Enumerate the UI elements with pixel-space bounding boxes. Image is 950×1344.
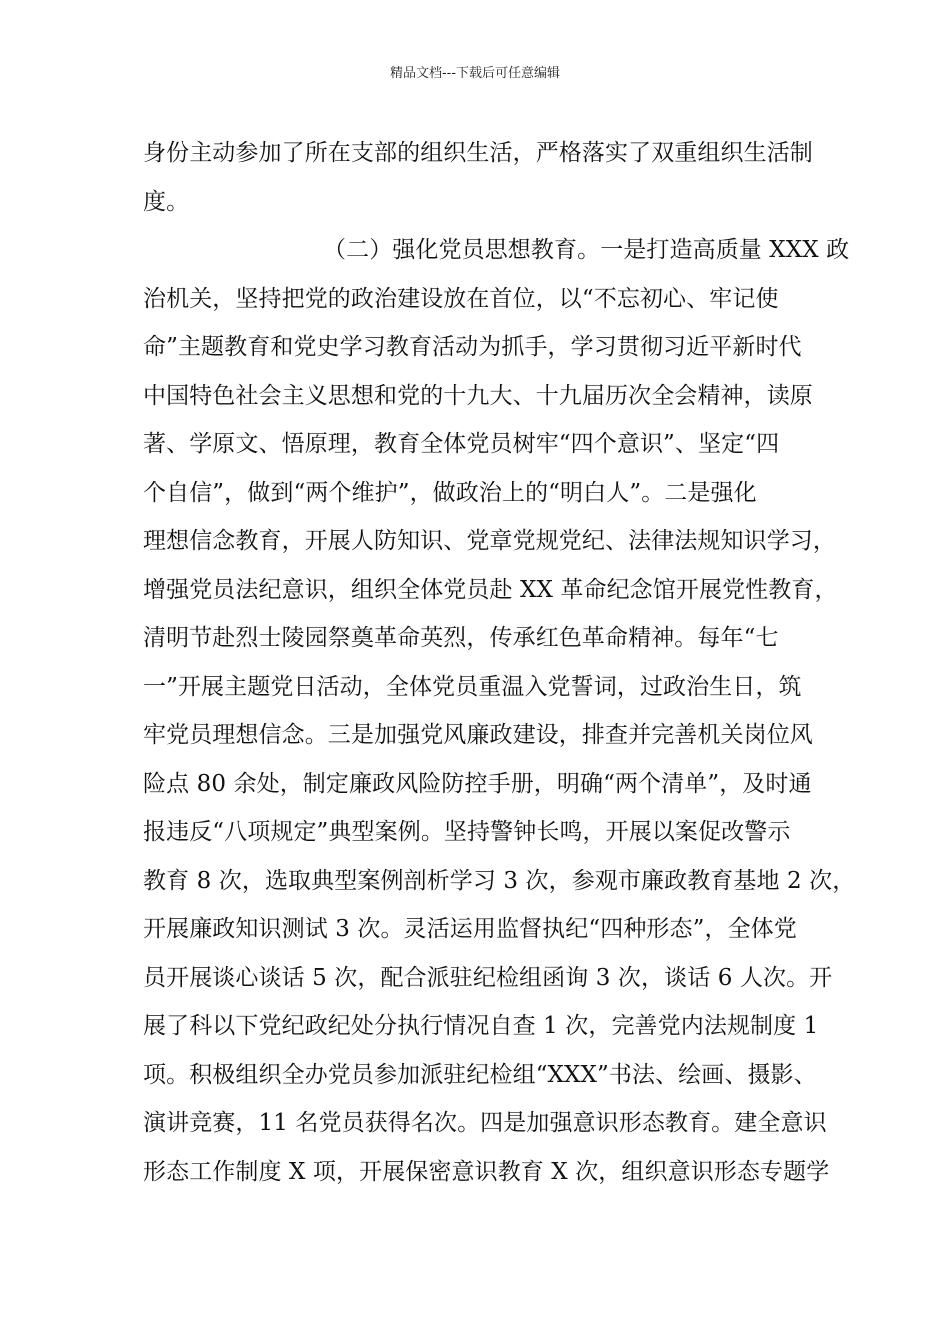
text-line: 展了科以下党纪政纪处分执行情况自查 1 次，完善党内法规制度 1 — [143, 1013, 819, 1039]
page-header: 精品文档---下载后可任意编辑 — [389, 66, 561, 81]
text-line: 教育 8 次，选取典型案例剖析学习 3 次，参观市廉政教育基地 2 次， — [143, 867, 856, 894]
text-line: 理想信念教育，开展人防知识、党章党规党纪、法律法规知识学习， — [143, 528, 836, 554]
text-line: 报违反“八项规定”典型案例。坚持警钟长鸣，开展以案促改警示 — [143, 819, 791, 845]
text-line: 度。 — [143, 188, 190, 215]
text-line: 开展廉政知识测试 3 次。灵活运用监督执纪“四种形态”，全体党 — [143, 916, 797, 942]
text-line: 著、学原文、悟原理，教育全体党员树牢“四个意识”、坚定“四 — [143, 431, 780, 457]
text-line: 个自信”，做到“两个维护”，做政治上的“明白人”。二是强化 — [143, 479, 757, 506]
document-body — [143, 132, 856, 1199]
text-line: 治机关，坚持把党的政治建设放在首位，以“不忘初心、牢记使 — [143, 285, 779, 312]
text-line: 清明节赴烈士陵园祭奠革命英烈，传承红色革命精神。每年“七 — [143, 625, 779, 651]
text-line: 牢党员理想信念。三是加强党风廉政建设，排查并完善机关岗位风 — [143, 722, 813, 748]
text-line: 演讲竞赛，11 名党员获得名次。四是加强意识形态教育。建全意识 — [143, 1110, 827, 1136]
text-line: 险点 80 余处，制定廉政风险防控手册，明确“两个清单”，及时通 — [143, 770, 812, 797]
text-line: 形态工作制度 X 项，开展保密意识教育 X 次，组织意识形态专题学 — [143, 1158, 830, 1185]
text-line: 身份主动参加了所在支部的组织生活，严格落实了双重组织生活制 — [143, 140, 813, 166]
text-line: 员开展谈心谈话 5 次，配合派驻纪检组函询 3 次，谈话 6 人次。开 — [143, 964, 833, 991]
section-heading-line: （二）强化党员思想教育。一是打造高质量 XXX 政 — [323, 237, 850, 263]
text-line: 增强党员法纪意识，组织全体党员赴 XX 革命纪念馆开展党性教育， — [143, 576, 838, 603]
text-line: 命”主题教育和党史学习教育活动为抓手，学习贯彻习近平新时代 — [143, 334, 802, 360]
text-line: 一”开展主题党日活动，全体党员重温入党誓词，过政治生日，筑 — [143, 673, 802, 700]
text-line: 中国特色社会主义思想和党的十九大、十九届历次全会精神，读原 — [143, 382, 813, 409]
text-line: 项。积极组织全办党员参加派驻纪检组“XXX”书法、绘画、摄影、 — [143, 1061, 817, 1088]
